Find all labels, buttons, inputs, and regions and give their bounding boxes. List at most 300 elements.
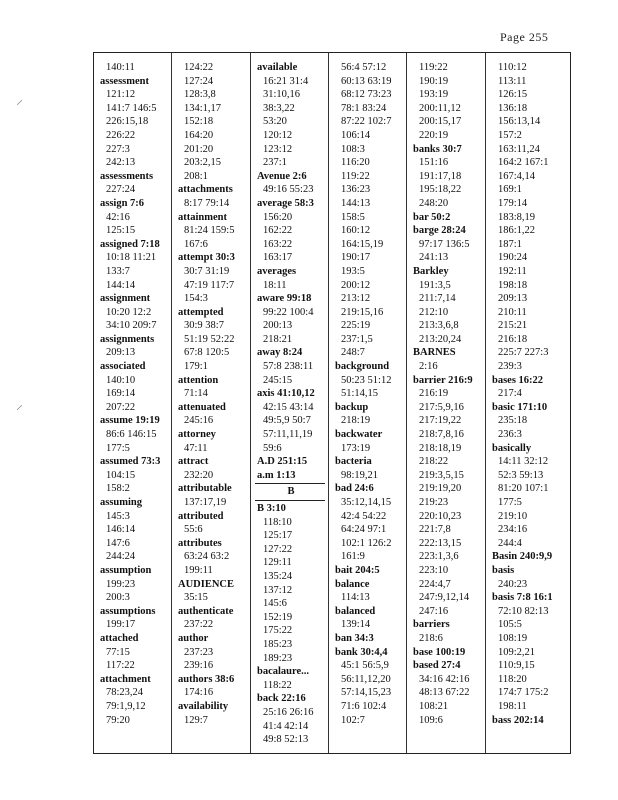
index-term: attributes [178, 537, 222, 549]
index-locator: 144:13 [341, 197, 371, 209]
index-locator: 213:12 [341, 293, 371, 305]
index-term: BARNES [413, 347, 456, 359]
index-locator: 239:16 [184, 660, 214, 672]
index-locator: 185:23 [263, 638, 293, 650]
index-locator: 245:15 [263, 374, 293, 386]
index-locator: 213:3,6,8 [419, 320, 459, 332]
index-locator: 218:18,19 [419, 442, 462, 454]
index-term: backup [335, 401, 369, 413]
index-term: bacalaure... [257, 666, 310, 678]
index-locator: 51:14,15 [341, 388, 379, 400]
index-locator: 164:20 [184, 129, 214, 141]
index-term: author [178, 632, 209, 644]
index-locator: 34:10 209:7 [106, 320, 157, 332]
index-locator: 208:1 [184, 170, 208, 182]
index-locator: 216:18 [498, 333, 528, 345]
index-term: aware 99:18 [257, 293, 312, 305]
index-term: barriers [413, 619, 450, 631]
index-locator: 186:1,22 [498, 225, 536, 237]
page-number: Page 255 [500, 30, 549, 44]
index-locator: 126:15 [498, 89, 528, 101]
index-locator: 237:1,5 [341, 333, 373, 345]
index-term: bad 24:6 [335, 483, 374, 495]
index-locator: 81:24 159:5 [184, 225, 235, 237]
column-separator [485, 53, 486, 753]
index-term: attached [100, 632, 139, 644]
index-locator: 174:7 175:2 [498, 687, 549, 699]
index-term: basic 171:10 [492, 401, 548, 413]
index-locator: 200:3 [106, 592, 130, 604]
index-term: basis 7:8 16:1 [492, 592, 553, 604]
index-locator: 78:23,24 [106, 687, 144, 699]
index-locator: 38:3,22 [263, 102, 295, 114]
index-term: attract [178, 456, 209, 468]
index-term: Avenue 2:6 [257, 170, 307, 182]
index-term: assigned 7:18 [100, 238, 160, 250]
index-locator: 31:10,16 [263, 89, 301, 101]
index-locator: 209:13 [106, 347, 136, 359]
index-term: banks 30:7 [413, 143, 462, 155]
index-locator: 99:22 100:4 [263, 306, 314, 318]
index-locator: 164:15,19 [341, 238, 384, 250]
index-locator: 49:8 52:13 [263, 734, 309, 746]
index-locator: 119:22 [419, 62, 448, 73]
index-locator: 14:11 32:12 [498, 456, 549, 468]
index-locator: 10:20 12:2 [106, 306, 152, 318]
index-locator: 195:18,22 [419, 184, 462, 196]
index-locator: 175:22 [263, 625, 293, 637]
index-locator: 8:17 79:14 [184, 197, 230, 209]
index-locator: 56:4 57:12 [341, 62, 387, 73]
index-term: back 22:16 [257, 693, 306, 705]
index-term: attainment [178, 211, 227, 223]
index-locator: 163:17 [263, 252, 293, 264]
index-locator: 108:19 [498, 632, 528, 644]
index-locator: 219:15,16 [341, 306, 384, 318]
index-locator: 245:16 [184, 415, 214, 427]
index-column-1 [96, 61, 160, 727]
index-locator: 193:5 [341, 265, 365, 277]
index-column-6 [488, 61, 553, 727]
index-locator: 50:23 51:12 [341, 374, 392, 386]
index-term: balanced [335, 605, 376, 617]
index-locator: 190:17 [341, 252, 371, 264]
index-term: ban 34:3 [335, 632, 374, 644]
index-term: backwater [335, 429, 383, 441]
index-locator: 173:19 [341, 442, 371, 454]
index-locator: 190:24 [498, 252, 528, 264]
index-locator: 218:7,8,16 [419, 429, 464, 441]
index-locator: 193:19 [419, 89, 449, 101]
index-locator: 105:5 [498, 619, 522, 631]
index-locator: 57:14,15,23 [341, 687, 392, 699]
index-locator: 169:1 [498, 184, 522, 196]
index-locator: 57:8 238:11 [263, 361, 314, 373]
index-locator: 42:15 43:14 [263, 401, 314, 413]
index-term: base 100:19 [413, 646, 466, 658]
index-locator: 218:19 [341, 415, 371, 427]
section-letter: B [287, 486, 295, 498]
index-locator: 156:20 [263, 211, 293, 223]
index-locator: 146:14 [106, 524, 136, 536]
index-locator: 119:22 [341, 170, 370, 182]
index-term: based 27:4 [413, 660, 461, 672]
index-term: axis 41:10,12 [257, 388, 315, 400]
index-term: assessment [100, 75, 149, 87]
index-locator: 118:22 [263, 679, 292, 691]
column-separator [328, 53, 329, 753]
index-locator: 106:14 [341, 129, 371, 141]
index-term: bacteria [335, 456, 372, 468]
index-locator: 187:1 [498, 238, 522, 250]
index-term: bases 16:22 [492, 374, 544, 386]
index-term: bait 204:5 [335, 564, 380, 576]
section-rule [255, 483, 325, 484]
index-locator: 203:2,15 [184, 157, 222, 169]
index-locator: 114:13 [341, 592, 370, 604]
index-term: A.D 251:15 [257, 456, 308, 468]
index-locator: 237:22 [184, 619, 214, 631]
index-locator: 79:20 [106, 714, 130, 726]
index-term: attributed [178, 510, 224, 522]
index-column-3 [253, 61, 327, 747]
index-term: bank 30:4,4 [335, 646, 388, 658]
index-locator: 47:11 [184, 442, 208, 454]
index-locator: 169:14 [106, 388, 136, 400]
index-locator: 35:15 [184, 592, 208, 604]
index-locator: 239:3 [498, 361, 522, 373]
index-locator: 147:6 [106, 537, 130, 549]
index-locator: 241:13 [419, 252, 449, 264]
index-locator: 198:11 [498, 700, 527, 712]
index-locator: 18:11 [263, 279, 287, 291]
index-term: basis [492, 564, 515, 576]
index-locator: 223:10 [419, 564, 449, 576]
index-locator: 235:18 [498, 415, 528, 427]
index-locator: 201:20 [184, 143, 214, 155]
index-locator: 104:15 [106, 469, 136, 481]
index-locator: 207:22 [106, 401, 136, 413]
index-locator: 219:3,5,15 [419, 469, 464, 481]
index-locator: 118:10 [263, 516, 292, 528]
index-locator: 2:16 [419, 361, 438, 373]
index-locator: 140:10 [106, 374, 136, 386]
index-locator: 42:4 54:22 [341, 510, 387, 522]
index-locator: 179:14 [498, 197, 528, 209]
index-locator: 81:20 107:1 [498, 483, 549, 495]
column-separator [406, 53, 407, 753]
index-locator: 158:5 [341, 211, 365, 223]
index-locator: 217:5,9,16 [419, 401, 464, 413]
index-term: Barkley [413, 265, 449, 277]
index-term: attachments [178, 184, 233, 196]
index-locator: 156:13,14 [498, 116, 541, 128]
index-locator: 232:20 [184, 469, 214, 481]
index-locator: 141:7 146:5 [106, 102, 157, 114]
index-term: a.m 1:13 [257, 469, 296, 481]
index-locator: 135:24 [263, 570, 293, 582]
index-locator: 121:12 [106, 89, 136, 101]
index-term: availability [178, 700, 229, 712]
index-locator: 217:19,22 [419, 415, 462, 427]
index-locator: 219:23 [419, 497, 449, 508]
index-locator: 164:2 167:1 [498, 157, 549, 169]
index-locator: 34:16 42:16 [419, 673, 470, 685]
index-term: assuming [100, 497, 143, 508]
index-locator: 144:14 [106, 279, 136, 291]
index-locator: 79:1,9,12 [106, 700, 146, 712]
index-locator: 216:19 [419, 388, 449, 400]
index-locator: 177:5 [106, 442, 130, 454]
index-locator: 134:1,17 [184, 102, 222, 114]
index-locator: 227:24 [106, 184, 136, 196]
index-locator: 30:9 38:7 [184, 320, 224, 332]
index-locator: 64:24 97:1 [341, 524, 387, 536]
index-locator: 215:21 [498, 320, 528, 332]
index-locator: 152:19 [263, 611, 293, 623]
index-locator: 200:13 [263, 320, 293, 332]
index-term: barrier 216:9 [413, 374, 473, 386]
index-locator: 55:6 [184, 524, 203, 536]
index-locator: 71:6 102:4 [341, 700, 387, 712]
index-locator: 244:4 [498, 537, 522, 549]
index-locator: 47:19 117:7 [184, 279, 235, 291]
index-locator: 128:3,8 [184, 89, 216, 101]
index-locator: 227:3 [106, 143, 130, 155]
index-term: assignments [100, 333, 155, 345]
index-locator: 10:18 11:21 [106, 252, 157, 264]
index-column-5 [409, 61, 473, 727]
index-column-4 [331, 61, 391, 727]
index-locator: 224:4,7 [419, 578, 451, 590]
index-locator: 237:23 [184, 646, 214, 658]
index-term: away 8:24 [257, 347, 303, 359]
index-locator: 199:17 [106, 619, 136, 631]
section-rule [255, 500, 325, 501]
index-locator: 237:1 [263, 157, 287, 169]
index-locator: 45:1 56:5,9 [341, 660, 389, 672]
index-locator: 97:17 136:5 [419, 238, 470, 250]
index-locator: 71:14 [184, 388, 208, 400]
index-locator: 234:16 [498, 524, 528, 536]
index-locator: 192:11 [498, 265, 527, 277]
index-locator: 109:6 [419, 714, 443, 726]
index-locator: 158:2 [106, 483, 130, 495]
index-term: assignment [100, 293, 151, 305]
index-locator: 212:10 [419, 306, 449, 318]
index-term: Basin 240:9,9 [492, 551, 553, 563]
index-locator: 247:9,12,14 [419, 592, 470, 604]
index-locator: 109:2,21 [498, 646, 536, 658]
index-locator: 242:13 [106, 157, 136, 169]
index-locator: 179:1 [184, 361, 208, 373]
index-locator: 145:6 [263, 598, 287, 610]
index-locator: 124:22 [184, 62, 214, 73]
index-locator: 49:16 55:23 [263, 184, 314, 196]
index-term: associated [100, 361, 146, 373]
index-locator: 236:3 [498, 429, 522, 441]
index-term: bass 202:14 [492, 714, 544, 726]
index-locator: 98:19,21 [341, 469, 379, 481]
index-locator: 213:20,24 [419, 333, 462, 345]
index-locator: 157:2 [498, 129, 522, 141]
index-locator: 110:12 [498, 62, 527, 73]
index-locator: 108:21 [419, 700, 449, 712]
index-locator: 200:12 [341, 279, 371, 291]
index-locator: 199:11 [184, 564, 213, 576]
index-locator: 152:18 [184, 116, 214, 128]
index-locator: 190:19 [419, 75, 449, 87]
index-locator: 136:18 [498, 102, 528, 114]
index-locator: 200:15,17 [419, 116, 462, 128]
index-term: attention [178, 374, 219, 386]
index-term: attempt 30:3 [178, 252, 235, 264]
index-term: authenticate [178, 605, 234, 617]
index-locator: 161:9 [341, 551, 365, 563]
index-term: basically [492, 442, 532, 454]
index-locator: 218:6 [419, 632, 443, 644]
index-locator: 137:17,19 [184, 497, 227, 508]
index-locator: 199:23 [106, 578, 136, 590]
index-locator: 59:6 [263, 442, 282, 454]
index-locator: 218:21 [263, 333, 293, 345]
index-locator: 225:7 227:3 [498, 347, 549, 359]
index-locator: 57:11,11,19 [263, 429, 313, 441]
index-locator: 60:13 63:19 [341, 75, 392, 87]
index-locator: 191:17,18 [419, 170, 462, 182]
index-locator: 211:7,14 [419, 293, 456, 305]
index-locator: 48:13 67:22 [419, 687, 470, 699]
index-term: B 3:10 [257, 503, 286, 514]
index-locator: 248:7 [341, 347, 365, 359]
index-term: attempted [178, 306, 224, 318]
index-locator: 151:16 [419, 157, 449, 169]
index-term: assumptions [100, 605, 156, 617]
index-locator: 77:15 [106, 646, 130, 658]
index-term: attenuated [178, 401, 226, 413]
index-term: AUDIENCE [178, 578, 235, 590]
index-term: bar 50:2 [413, 211, 451, 223]
index-locator: 125:15 [106, 225, 136, 237]
index-locator: 87:22 102:7 [341, 116, 392, 128]
index-locator: 189:23 [263, 652, 293, 664]
index-locator: 244:24 [106, 551, 136, 563]
index-locator: 139:14 [341, 619, 371, 631]
index-locator: 67:8 120:5 [184, 347, 230, 359]
index-term: authors 38:6 [178, 673, 235, 685]
index-term: assumption [100, 564, 152, 576]
index-locator: 116:20 [341, 157, 370, 169]
index-locator: 174:16 [184, 687, 214, 699]
index-locator: 220:10,23 [419, 510, 462, 522]
index-locator: 162:22 [263, 225, 293, 237]
index-locator: 41:4 42:14 [263, 720, 309, 732]
index-locator: 127:22 [263, 543, 293, 555]
index-locator: 117:22 [106, 660, 135, 672]
index-locator: 42:16 [106, 211, 130, 223]
index-locator: 49:5,9 50:7 [263, 415, 311, 427]
index-locator: 160:12 [341, 225, 371, 237]
index-locator: 127:24 [184, 75, 214, 87]
index-locator: 16:21 31:4 [263, 75, 309, 87]
index-locator: 218:22 [419, 456, 449, 468]
index-locator: 226:15,18 [106, 116, 149, 128]
index-locator: 219:19,20 [419, 483, 462, 495]
index-term: assumed 73:3 [100, 456, 161, 468]
index-term: attachment [100, 673, 151, 685]
index-locator: 247:16 [419, 605, 449, 617]
index-locator: 183:8,19 [498, 211, 536, 223]
index-locator: 210:11 [498, 306, 527, 318]
index-locator: 113:11 [498, 75, 527, 87]
index-locator: 30:7 31:19 [184, 265, 230, 277]
index-locator: 53:20 [263, 116, 287, 128]
index-locator: 120:12 [263, 129, 293, 141]
index-locator: 102:1 126:2 [341, 537, 392, 549]
margin-mark-icon: ⸝ [16, 93, 23, 108]
index-locator: 222:13,15 [419, 537, 462, 549]
index-term: available [257, 62, 298, 73]
index-column-2 [174, 61, 235, 727]
index-locator: 220:19 [419, 129, 449, 141]
column-separator [171, 53, 172, 753]
index-locator: 217:4 [498, 388, 522, 400]
index-locator: 78:1 83:24 [341, 102, 387, 114]
index-locator: 225:19 [341, 320, 371, 332]
index-locator: 240:23 [498, 578, 528, 590]
column-separator [250, 53, 251, 753]
index-locator: 136:23 [341, 184, 371, 196]
index-locator: 129:7 [184, 714, 208, 726]
index-locator: 209:13 [498, 293, 528, 305]
index-locator: 72:10 82:13 [498, 605, 549, 617]
index-locator: 198:18 [498, 279, 528, 291]
index-locator: 118:20 [498, 673, 527, 685]
index-term: averages [257, 265, 297, 277]
index-locator: 102:7 [341, 714, 365, 726]
index-term: assign 7:6 [100, 197, 145, 209]
index-term: attributable [178, 483, 232, 495]
index-locator: 200:11,12 [419, 102, 461, 114]
index-locator: 108:3 [341, 143, 365, 155]
index-locator: 191:3,5 [419, 279, 451, 291]
index-locator: 167:4,14 [498, 170, 536, 182]
index-locator: 167:6 [184, 238, 208, 250]
index-locator: 35:12,14,15 [341, 497, 392, 508]
index-locator: 177:5 [498, 497, 522, 508]
index-term: balance [335, 578, 370, 590]
index-term: barge 28:24 [413, 225, 466, 237]
index-locator: 129:11 [263, 557, 292, 569]
index-locator: 226:22 [106, 129, 136, 141]
margin-mark-icon: ⸝ [16, 398, 23, 413]
index-locator: 145:3 [106, 510, 130, 522]
index-locator: 248:20 [419, 197, 449, 209]
index-locator: 63:24 63:2 [184, 551, 230, 563]
index-locator: 219:10 [498, 510, 528, 522]
index-locator: 52:3 59:13 [498, 469, 544, 481]
index-locator: 51:19 52:22 [184, 333, 235, 345]
index-locator: 56:11,12,20 [341, 673, 391, 685]
index-locator: 221:7,8 [419, 524, 451, 536]
index-locator: 125:17 [263, 530, 293, 542]
index-term: average 58:3 [257, 197, 314, 209]
index-locator: 133:7 [106, 265, 130, 277]
index-locator: 110:9,15 [498, 660, 535, 672]
index-locator: 140:11 [106, 62, 135, 73]
index-term: background [335, 361, 390, 373]
index-locator: 25:16 26:16 [263, 706, 314, 718]
